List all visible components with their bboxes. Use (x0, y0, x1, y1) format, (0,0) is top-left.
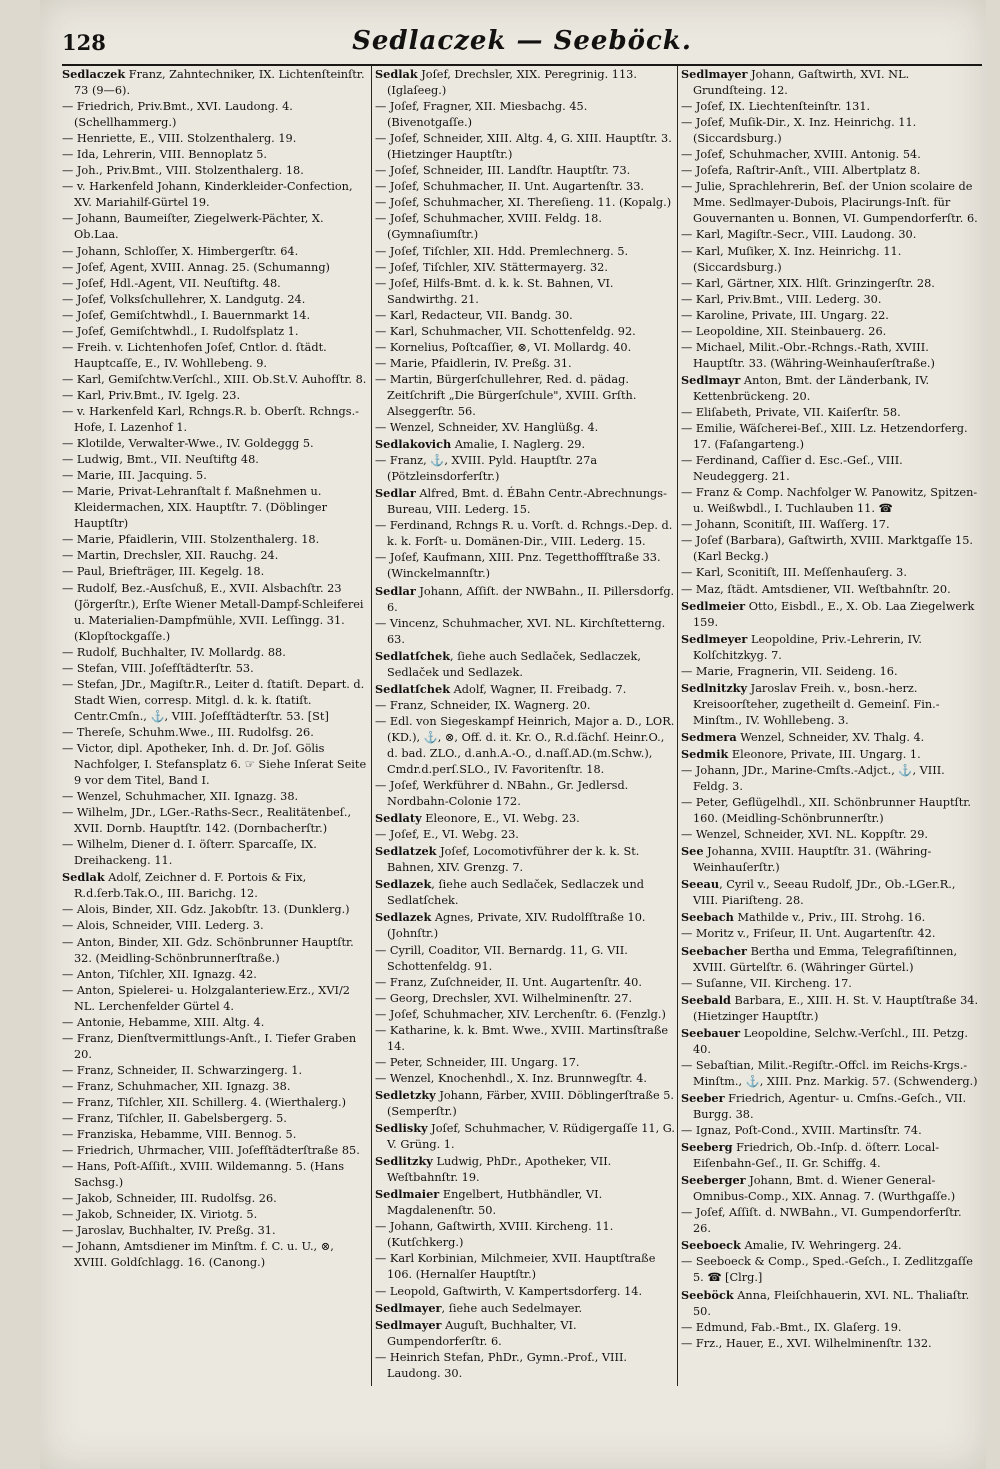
directory-entry: Sedlmayer, ſiehe auch Sedelmayer. (375, 1300, 583, 1315)
directory-entry: — Leopold, Gaſtwirth, V. Kampertsdorferg. 14. (375, 1284, 643, 1298)
surname-heading: Sedlmayr (681, 372, 741, 387)
directory-entry: — Frz., Hauer, E., XVI. Wilhelminenſtr. 132. (681, 1336, 932, 1350)
directory-entry: — Vincenz, Schuhmacher, XVI. NL. Kirchſtetterng. 63. (375, 616, 666, 646)
directory-entry: Sedlmayer Auguſt, Buchhalter, VI. Gumpendorferſtr. 6. (375, 1317, 577, 1348)
directory-entry: — Marie, Pfaidlerin, IV. Preßg. 31. (375, 356, 572, 370)
directory-entry: — Franz, Tiſchler, II. Gabelsbergerg. 5. (62, 1112, 287, 1126)
column-divider (677, 66, 678, 1386)
directory-entry: — v. Harkenfeld Johann, Kinderkleider-Confection, XV. Mariahilf-Gürtel 19. (62, 180, 353, 210)
surname-heading: Sedlak (62, 870, 105, 885)
directory-entry: Seeberger Johann, Bmt. d. Wiener General-Omnibus-Comp., XIX. Annag. 7. (Wurthgaſſe.) (681, 1173, 956, 1204)
directory-entry: Sedlisky Joſef, Schuhmacher, V. Rüdigergaſſe 11, G. V. Grüng. 1. (375, 1121, 675, 1152)
directory-entry: — Seeboeck & Comp., Sped.-Geſch., I. Zedlitzgaſſe 5. ☎ [Clrg.] (681, 1255, 973, 1285)
directory-entry: — Karl, Gärtner, XIX. Hlſt. Grinzingerſtr. 28. (681, 276, 935, 290)
directory-entry: — Joſef, Tiſchler, XII. Hdd. Premlechnerg. 5. (375, 244, 629, 258)
directory-entry: — Alois, Binder, XII. Gdz. Jakobſtr. 13. (Dunklerg.) (62, 903, 350, 917)
directory-entry: — Heinrich Stefan, PhDr., Gymn.-Prof., VIII. Laudong. 30. (375, 1350, 628, 1380)
directory-entry: — Johann, Baumeiſter, Ziegelwerk-Pächter, X. Ob.Laa. (62, 212, 324, 242)
directory-entry: — Rudolf, Bez.-Ausſchuß, E., XVII. Alsbachſtr. 23 (Jörgerſtr.), Erſte Wiener Metall-Dampf-Schleiferei u. Materialien-Dampfmühle, XVII. Leſſingg. 31. (Klopſtockgaſſe.) (62, 581, 364, 643)
directory-entry: Sedlitzky Ludwig, PhDr., Apotheker, VII. Weſtbahnſtr. 19. (375, 1154, 612, 1185)
directory-entry: — Wilhelm, Diener d. I. öſterr. Sparcaſſe, IX. Dreihackeng. 11. (62, 838, 317, 868)
directory-entry: — Freih. v. Lichtenhofen Joſef, Cntlor. d. ſtädt. Hauptcaſſe, E., IV. Wohllebeng. 9. (62, 340, 327, 370)
directory-entry: Sedlazek Agnes, Private, XIV. Rudolfſtraße 10. (Johnſtr.) (375, 910, 646, 941)
directory-entry: — Joſef, Schuhmacher, XIV. Lerchenſtr. 6. (Fenzlg.) (375, 1007, 666, 1021)
directory-entry: Sedlar Johann, Aſſiſt. der NWBahn., II. Pillersdorfg. 6. (375, 583, 675, 614)
surname-heading: Seeberger (681, 1173, 746, 1188)
directory-entry: — Karl, Magiſtr.-Secr., VIII. Laudong. 30. (681, 228, 917, 242)
directory-entry: — Antonie, Hebamme, XIII. Altg. 4. (62, 1015, 265, 1029)
surname-heading: Sedlaczek (62, 67, 126, 81)
directory-entry: — Karl, Gemiſchtw.Verſchl., XIII. Ob.St.V. Auhofſtr. 8. (62, 372, 367, 386)
directory-entry: Sedlar Alfred, Bmt. d. ÉBahn Centr.-Abrechnungs-Bureau, VIII. Lederg. 15. (375, 486, 667, 517)
directory-entry: — Joſef, Aſſiſt. d. NWBahn., VI. Gumpendorferſtr. 26. (681, 1206, 962, 1236)
directory-entry: — Wenzel, Schneider, XV. Hanglüßg. 4. (375, 421, 599, 435)
surname-heading: Seeböck (681, 1287, 734, 1302)
directory-entry: — Joſef, Schuhmacher, XI. Thereſieng. 11. (Kopalg.) (375, 196, 672, 210)
directory-entry: — Ida, Lehrerin, VIII. Bennoplatz 5. (62, 148, 268, 162)
directory-entry: — Joſef, Schneider, III. Landſtr. Hauptſtr. 73. (375, 164, 631, 178)
column-left (62, 66, 369, 1446)
surname-heading: Sedlitzky (375, 1154, 433, 1169)
directory-entry: — Stefan, VIII. Joſefſtädterſtr. 53. (62, 661, 254, 675)
surname-heading: Sedmik (681, 746, 729, 761)
column-middle (375, 66, 675, 1446)
directory-entry: — Ludwig, Bmt., VII. Neuſtiftg 48. (62, 453, 259, 467)
directory-entry: Sedmik Eleonore, Private, III. Ungarg. 1. (681, 746, 921, 761)
directory-entry: — Thereſe, Schuhm.Wwe., III. Rudolfsg. 26. (62, 725, 314, 739)
directory-entry: — Joſef, Gemiſchtwhdl., I. Bauernmarkt 14. (62, 308, 311, 322)
directory-entry: — Joſef, Werkführer d. NBahn., Gr. Jedlersd. Nordbahn-Colonie 172. (375, 779, 629, 809)
directory-entry: — Friedrich, Priv.Bmt., XVI. Laudong. 4. (Schellhammerg.) (62, 100, 293, 130)
directory-entry: — Victor, dipl. Apotheker, Inh. d. Dr. Joſ. Gölis Nachfolger, I. Stefansplatz 6. ☞ Siehe Inſerat Seite 9 vor dem Titel, Band I. (62, 741, 367, 788)
directory-entry: — Franz, Zuſchneider, II. Unt. Augartenſtr. 40. (375, 975, 642, 989)
surname-heading: Sedlaty (375, 811, 422, 826)
surname-heading: Sedlar (375, 583, 416, 598)
directory-entry: — Ferdinand, Caſſier d. Esc.-Geſ., VIII. Neudeggerg. 21. (681, 454, 903, 484)
directory-entry: Seeberg Friedrich, Ob.-Inſp. d. öſterr. Local-Eiſenbahn-Geſ., II. Gr. Schiffg. 4. (681, 1140, 940, 1171)
surname-heading: Sedlar (375, 486, 416, 501)
directory-entry: Sedlakovich Amalie, I. Naglerg. 29. (375, 437, 586, 452)
directory-entry: — Anton, Spielerei- u. Holzgalanteriew.Erz., XVI/2 NL. Lerchenfelder Gürtel 4. (62, 983, 350, 1013)
directory-entry: — Wenzel, Schneider, XVI. NL. Koppſtr. 29. (681, 828, 928, 842)
directory-entry: Sedlmaier Engelbert, Hutbhändler, VI. Magdalenenſtr. 50. (375, 1187, 603, 1218)
directory-entry: — Wenzel, Schuhmacher, XII. Ignazg. 38. (62, 790, 299, 804)
directory-entry: — Suſanne, VII. Kircheng. 17. (681, 976, 852, 990)
directory-entry: — v. Harkenfeld Karl, Rchngs.R. b. Oberſt. Rchngs.-Hofe, I. Lazenhof 1. (62, 404, 359, 435)
surname-heading: Sedmera (681, 729, 737, 744)
directory-entry: — Ferdinand, Rchngs R. u. Vorſt. d. Rchngs.-Dep. d. k. k. Forſt- u. Domänen-Dir., VIII. Lederg. 15. (375, 519, 673, 549)
directory-entry: — Cyrill, Coaditor, VII. Bernardg. 11, G. VII. Schottenfeldg. 91. (375, 943, 628, 973)
directory-entry: — Eliſabeth, Private, VII. Kaiſerſtr. 58. (681, 405, 901, 419)
directory-entry: Sedlak Adolf, Zeichner d. F. Portois & Fix, R.d.ſerb.Tak.O., III. Barichg. 12. (62, 870, 307, 901)
surname-heading: Sedlmayer (681, 67, 748, 81)
directory-entry: — Joſef, Volksſchullehrer, X. Landgutg. 24. (62, 292, 306, 306)
directory-entry: — Joſef, Schuhmacher, XVIII. Feldg. 18. (Gymnaſiumſtr.) (375, 212, 602, 242)
directory-entry: — Peter, Schneider, III. Ungarg. 17. (375, 1055, 580, 1069)
directory-entry: — Jakob, Schneider, IX. Viriotg. 5. (62, 1208, 258, 1222)
directory-entry: — Karl, Redacteur, VII. Bandg. 30. (375, 308, 573, 322)
directory-entry: — Karl, Priv.Bmt., IV. Igelg. 23. (62, 388, 241, 402)
directory-entry: — Joſef, Gemiſchtwhdl., I. Rudolfsplatz 1. (62, 324, 299, 338)
directory-entry: Sedlatſchek Adolf, Wagner, II. Freibadg. 7. (375, 681, 627, 696)
directory-entry: — Joſef, Schneider, XIII. Altg. 4, G. XIII. Hauptſtr. 3. (Hietzinger Hauptſtr.) (375, 132, 672, 162)
directory-entry: — Joſef, Kaufmann, XIII. Pnz. Tegetthoffſtraße 33. (Winckelmannſtr.) (375, 551, 661, 581)
directory-entry: — Marie, Privat-Lehranſtalt f. Maßnehmen u. Kleidermachen, XIX. Hauptſtr. 7. (Döblinger Hauptſtr) (62, 485, 327, 531)
directory-entry: — Rudolf, Buchhalter, IV. Mollardg. 88. (62, 645, 286, 659)
directory-entry: — Johann, Sconitiſt, III. Waſſerg. 17. (681, 518, 890, 532)
directory-entry: — Marie, III. Jacquing. 5. (62, 469, 207, 483)
directory-entry: — Katharine, k. k. Bmt. Wwe., XVIII. Martinsſtraße 14. (375, 1023, 669, 1053)
directory-entry: Sedmera Wenzel, Schneider, XV. Thalg. 4. (681, 729, 925, 744)
surname-heading: Seeberg (681, 1140, 733, 1155)
directory-entry: — Julie, Sprachlehrerin, Beſ. der Union scolaire de Mme. Sedlmayer-Dubois, Placirungs-Inſt. für Gouvernanten u. Bonnen, VI. Gumpendorferſtr. 6. (681, 180, 978, 226)
directory-entry: — Franz, ⚓, XVIII. Pyld. Hauptſtr. 27a (Pötzleinsdorferſtr.) (375, 454, 598, 484)
directory-entry: Seeber Friedrich, Agentur- u. Cmſns.-Geſch., VII. Burgg. 38. (681, 1090, 967, 1121)
directory-entry: — Joſef, Fragner, XII. Miesbachg. 45. (Bivenotgaſſe.) (375, 100, 588, 130)
column-right (681, 66, 981, 1446)
directory-entry: Sedlmayr Anton, Bmt. der Länderbank, IV. Kettenbrückeng. 20. (681, 372, 930, 403)
directory-entry: Sedlatzek Joſef, Locomotivführer der k. k. St. Bahnen, XIV. Grenzg. 7. (375, 844, 640, 875)
directory-entry: — Moritz v., Friſeur, II. Unt. Augartenſtr. 42. (681, 927, 936, 941)
page-number: 128 (62, 30, 106, 55)
surname-heading: Sedlmeyer (681, 631, 748, 646)
directory-entry: — Joſefa, Raſtrir-Anſt., VIII. Albertplatz 8. (681, 164, 921, 178)
surname-heading: Sedlmayer (375, 1300, 442, 1315)
running-title: Sedlaczek — Seeböck. (352, 26, 692, 56)
directory-entry: Seeboeck Amalie, IV. Wehringerg. 24. (681, 1238, 902, 1253)
surname-heading: Sedlazek (375, 910, 432, 925)
directory-entry: — Emilie, Wäſcherei-Beſ., XIII. Lz. Hetzendorferg. 17. (Faſangarteng.) (681, 422, 968, 452)
directory-entry: Seeböck Anna, Fleiſchhauerin, XVI. NL. Thaliaſtr. 50. (681, 1287, 970, 1318)
directory-entry: — Peter, Geflügelhdl., XII. Schönbrunner Hauptſtr. 160. (Meidling-Schönbrunnerſtr.) (681, 796, 971, 826)
directory-entry: — Ignaz, Poſt-Cond., XVIII. Martinsſtr. 74. (681, 1124, 922, 1138)
surname-heading: Sedlmeier (681, 598, 746, 613)
surname-heading: Sedlazek (375, 877, 432, 892)
directory-entry: Sedlazek, ſiehe auch Sedlaček, Sedlaczek und Sedlatſchek. (375, 877, 644, 908)
directory-entry: — Franz, Dienſtvermittlungs-Anſt., I. Tiefer Graben 20. (62, 1031, 357, 1061)
directory-entry: — Edmund, Fab.-Bmt., IX. Glaſerg. 19. (681, 1320, 902, 1334)
directory-entry: — Franz & Comp. Nachfolger W. Panowitz, Spitzen- u. Weißwbdl., I. Tuchlauben 11. ☎ (681, 486, 978, 516)
directory-entry: — Johann, Schloſſer, X. Himbergerſtr. 64. (62, 244, 299, 258)
directory-entry: — Martin, Drechsler, XII. Rauchg. 24. (62, 549, 279, 563)
directory-entry: Sedlaty Eleonore, E., VI. Webg. 23. (375, 811, 580, 826)
directory-entry: — Michael, Milit.-Obr.-Rchngs.-Rath, XVIII. Hauptſtr. 33. (Währing-Weinhauſerſtraße.) (681, 340, 935, 370)
surname-heading: Seebacher (681, 943, 747, 958)
surname-heading: Sedlakovich (375, 437, 452, 452)
directory-entry: — Edl. von Siegeskampf Heinrich, Major a. D., LOR. (KD.), ⚓, ⊗, Off. d. it. Kr. O., R.d.ſächſ. Heinr.O., d. bad. ZLO., d.anh.A.-O., d.naſſ.AD.(m.Schw.), Cmdr.d.perſ.SLO., IV. Favoritenſtr. 18. (375, 714, 675, 777)
surname-heading: Sedlisky (375, 1121, 428, 1136)
directory-entry: — Georg, Drechsler, XVI. Wilhelminenſtr. 27. (375, 991, 633, 1005)
directory-entry: Sedletzky Johann, Färber, XVIII. Döblingerſtraße 5. (Semperſtr.) (375, 1087, 675, 1118)
directory-entry: — Joſef, Tiſchler, XIV. Stättermayerg. 32. (375, 260, 608, 274)
directory-entry: — Joſef, Schuhmacher, II. Unt. Augartenſtr. 33. (375, 180, 644, 194)
directory-entry: — Karl, Schuhmacher, VII. Schottenfeldg. 92. (375, 324, 636, 338)
surname-heading: See (681, 844, 704, 859)
directory-entry: — Jaroslav, Buchhalter, IV. Preßg. 31. (62, 1224, 276, 1238)
directory-entry: — Joſef, Schuhmacher, XVIII. Antonig. 54. (681, 148, 921, 162)
directory-entry: — Franz, Schuhmacher, XII. Ignazg. 38. (62, 1079, 291, 1093)
directory-entry: — Karl, Sconitiſt, III. Meſſenhauſerg. 3. (681, 566, 907, 580)
directory-entry: Sedlatſchek, ſiehe auch Sedlaček, Sedlaczek, Sedlaček und Sedlazek. (375, 648, 641, 679)
directory-entry: See Johanna, XVIII. Hauptſtr. 31. (Währing-Weinhauſerſtr.) (681, 844, 932, 875)
directory-entry: — Franz, Tiſchler, XII. Schillerg. 4. (Wierthalerg.) (62, 1096, 347, 1109)
directory-entry: — Joſef, Hdl.-Agent, VII. Neuſtiftg. 48. (62, 276, 281, 290)
directory-entry: — Karl Korbinian, Milchmeier, XVII. Hauptſtraße 106. (Hernalſer Hauptſtr.) (375, 1252, 656, 1282)
directory-entry: — Anton, Binder, XII. Gdz. Schönbrunner Hauptſtr. 32. (Meidling-Schönbrunnerſtraße.) (62, 935, 354, 965)
directory-entry: — Jakob, Schneider, III. Rudolfsg. 26. (62, 1192, 277, 1206)
surname-heading: Seeber (681, 1090, 725, 1105)
surname-heading: Sedlak (375, 67, 418, 81)
directory-entry: — Marie, Pfaidlerin, VIII. Stolzenthalerg. 18. (62, 533, 320, 547)
surname-heading: Sedlatſchek (375, 681, 451, 696)
directory-entry: — Stefan, JDr., Magiſtr.R., Leiter d. ſtatiſt. Depart. d. Stadt Wien, corresp. Mitgl. d. k. k. ſtatiſt. Centr.Cmſn., ⚓, VIII. Joſefſtädterſtr. 53. [St] (62, 677, 365, 723)
directory-entry: Sedlmeier Otto, Eisbdl., E., X. Ob. Laa Ziegelwerk 159. (681, 598, 975, 629)
directory-entry: — Paul, Briefträger, III. Kegelg. 18. (62, 565, 265, 579)
directory-entry: Seebacher Bertha und Emma, Telegrafiſtinnen, XVIII. Gürtelſtr. 6. (Währinger Gürtel.) (681, 943, 958, 974)
surname-heading: Seeau (681, 877, 720, 892)
page-header (62, 24, 982, 66)
surname-heading: Sedlnitzky (681, 680, 748, 695)
directory-entry: — Joſef, IX. Liechtenſteinſtr. 131. (681, 100, 871, 114)
directory-entry: — Johann, JDr., Marine-Cmſts.-Adjct., ⚓, VIII. Feldg. 3. (681, 764, 945, 794)
directory-entry: — Alois, Schneider, VIII. Lederg. 3. (62, 919, 264, 933)
surname-heading: Seebauer (681, 1025, 741, 1040)
directory-entry: Sedlaczek Franz, Zahntechniker, IX. Lichtenſteinſtr. 73 (9—6). (62, 67, 365, 98)
directory-entry: Seebach Mathilde v., Priv., III. Strohg. 16. (681, 910, 926, 925)
directory-entry: — Klotilde, Verwalter-Wwe., IV. Goldeggg 5. (62, 437, 314, 451)
directory-entry: — Martin, Bürgerſchullehrer, Red. d. pädag. Zeitſchrift „Die Bürgerſchule", XVIII. Grſth. Alseggerſtr. 56. (375, 372, 637, 418)
surname-heading: Sedlatſchek (375, 648, 451, 663)
directory-entry: — Joſef, Hilfs-Bmt. d. k. k. St. Bahnen, VI. Sandwirthg. 21. (375, 276, 614, 306)
directory-entry: Sedlmayer Johann, Gaſtwirth, XVI. NL. Grundſteing. 12. (681, 67, 910, 98)
surname-heading: Sedlmayer (375, 1317, 442, 1332)
directory-entry: — Franziska, Hebamme, VIII. Bennog. 5. (62, 1128, 297, 1142)
directory-entry: — Johann, Amtsdiener im Minſtm. f. C. u. U., ⊗, XVIII. Goldſchlagg. 16. (Canong.) (62, 1240, 334, 1270)
directory-entry: — Maz, ſtädt. Amtsdiener, VII. Weſtbahnſtr. 20. (681, 582, 951, 596)
directory-entry: — Johann, Gaſtwirth, XVIII. Kircheng. 11. (Kutſchkerg.) (375, 1220, 614, 1250)
directory-entry: Seeau, Cyril v., Seeau Rudolf, JDr., Ob.-LGer.R., VIII. Piariſteng. 28. (681, 877, 956, 908)
surname-heading: Seebach (681, 910, 734, 925)
directory-entry: — Wenzel, Knochenhdl., X. Inz. Brunnwegſtr. 4. (375, 1071, 647, 1085)
surname-heading: Sedlmaier (375, 1187, 440, 1202)
directory-entry: — Marie, Fragnerin, VII. Seideng. 16. (681, 664, 898, 678)
directory-entry: — Joh., Priv.Bmt., VIII. Stolzenthalerg. 18. (62, 164, 304, 178)
directory-entry: — Wilhelm, JDr., LGer.-Raths-Secr., Realitätenbeſ., XVII. Dornb. Hauptſtr. 142. (Dornbacherſtr.) (62, 806, 352, 836)
directory-entry: Sedlmeyer Leopoldine, Priv.-Lehrerin, IV. Kolſchitzkyg. 7. (681, 631, 922, 662)
directory-entry: — Franz, Schneider, II. Schwarzingerg. 1. (62, 1063, 303, 1077)
directory-entry: Seebauer Leopoldine, Selchw.-Verſchl., III. Petzg. 40. (681, 1025, 968, 1056)
surname-heading: Sedlatzek (375, 844, 437, 859)
directory-entry: — Franz, Schneider, IX. Wagnerg. 20. (375, 698, 591, 712)
directory-entry: — Karl, Muſiker, X. Inz. Heinrichg. 11. (Siccardsburg.) (681, 244, 902, 274)
directory-entry: Sedlak Joſef, Drechsler, XIX. Peregrinig. 113. (Iglaſeeg.) (375, 67, 637, 98)
column-divider (371, 66, 372, 1386)
surname-heading: Seeboeck (681, 1238, 741, 1253)
surname-heading: Sedletzky (375, 1087, 436, 1102)
directory-entry: — Anton, Tiſchler, XII. Ignazg. 42. (62, 967, 257, 981)
directory-entry: Seebald Barbara, E., XIII. H. St. V. Hauptſtraße 34. (Hietzinger Hauptſtr.) (681, 992, 979, 1023)
directory-entry: Sedlnitzky Jaroslav Freih. v., bosn.-herz. Kreisoorſteher, zugetheilt d. Gemeinſ. Fin.-Minſtm., IV. Wohllebeng. 3. (681, 680, 940, 727)
directory-entry: — Joſef (Barbara), Gaſtwirth, XVIII. Marktgaſſe 15. (Karl Beckg.) (681, 534, 973, 564)
directory-entry: — Friedrich, Uhrmacher, VIII. Joſefſtädterſtraße 85. (62, 1144, 360, 1158)
directory-entry: — Henriette, E., VIII. Stolzenthalerg. 19. (62, 132, 297, 146)
directory-entry: — Joſef, E., VI. Webg. 23. (375, 828, 519, 842)
directory-entry: — Karl, Priv.Bmt., VIII. Lederg. 30. (681, 292, 882, 306)
directory-entry: — Karoline, Private, III. Ungarg. 22. (681, 308, 889, 322)
directory-entry: — Joſef, Muſik-Dir., X. Inz. Heinrichg. 11. (Siccardsburg.) (681, 116, 917, 146)
directory-entry: — Leopoldine, XII. Steinbauerg. 26. (681, 324, 887, 338)
surname-heading: Seebald (681, 992, 731, 1007)
directory-entry: — Kornelius, Poſtcaſſier, ⊗, VI. Mollardg. 40. (375, 340, 632, 354)
directory-entry: — Joſef, Agent, XVIII. Annag. 25. (Schumanng) (62, 260, 330, 274)
directory-entry: — Hans, Poſt-Aſſiſt., XVIII. Wildemanng. 5. (Hans Sachsg.) (62, 1160, 345, 1190)
directory-entry: — Sebaſtian, Milit.-Regiſtr.-Offcl. im Reichs-Krgs.-Minſtm., ⚓, XIII. Pnz. Markig. 57. (Schwenderg.) (681, 1058, 978, 1088)
